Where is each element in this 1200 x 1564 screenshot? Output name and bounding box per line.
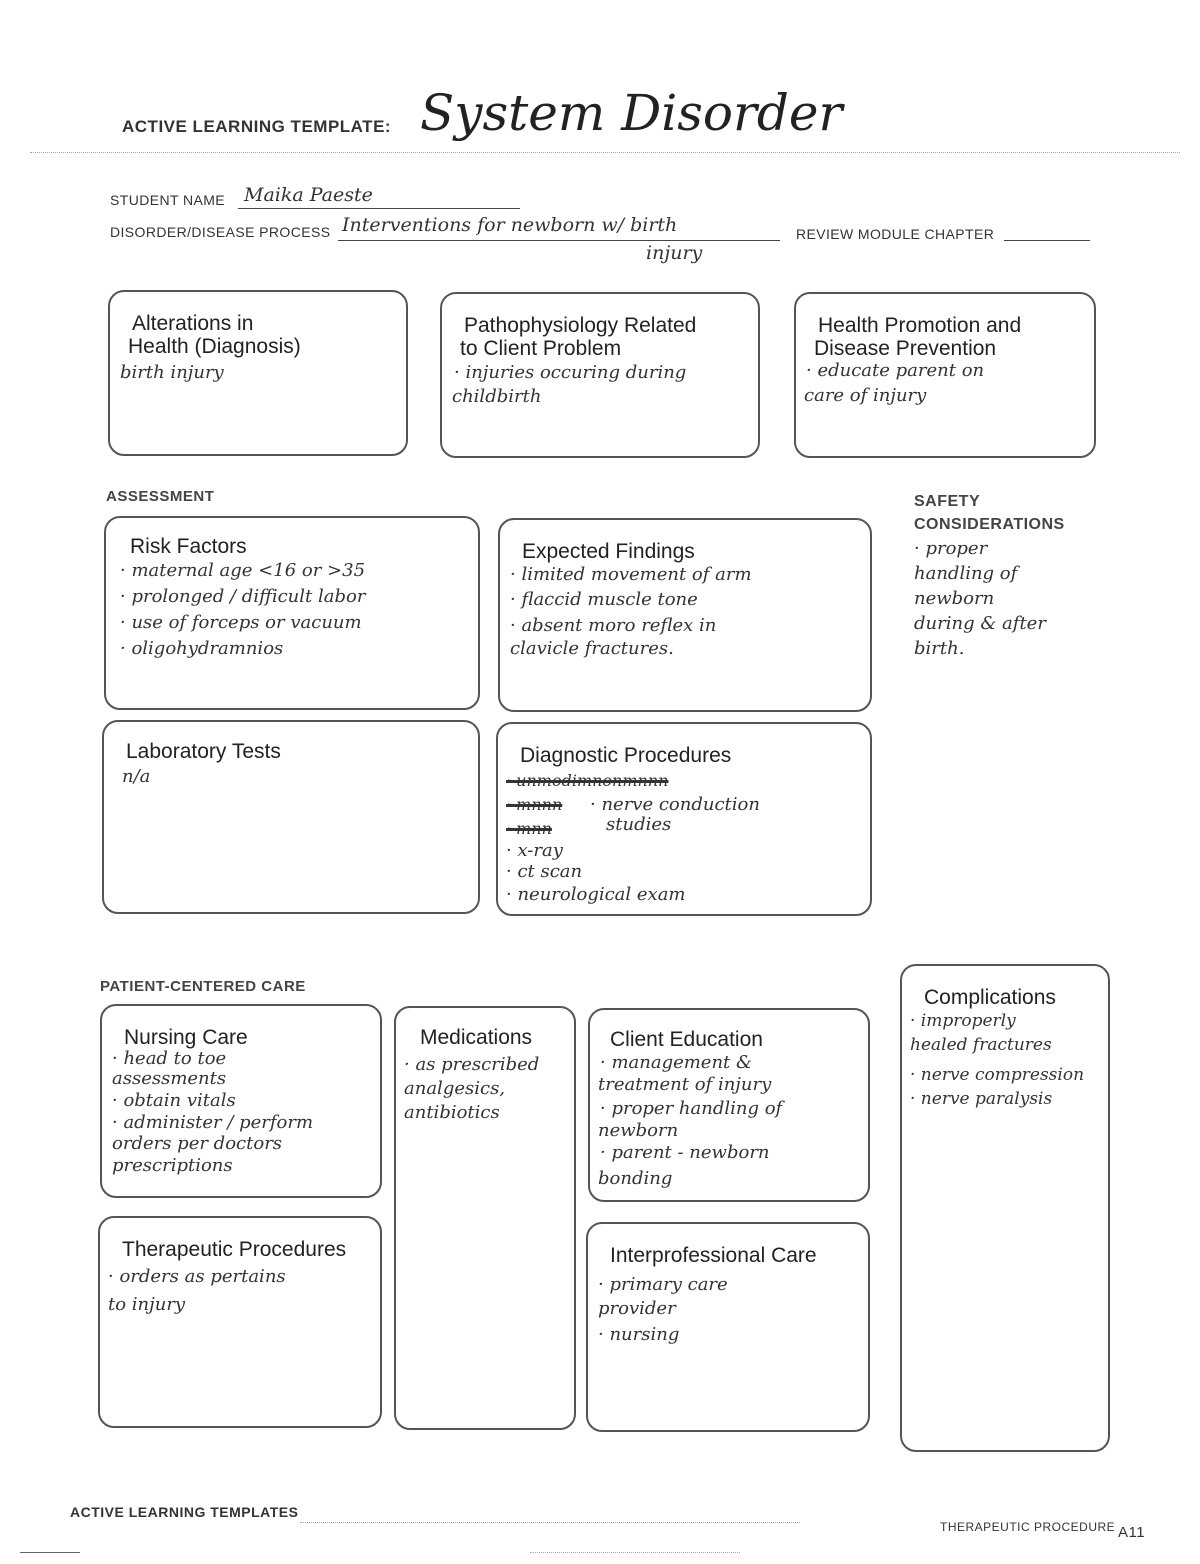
- expected-findings-line: · limited movement of arm: [510, 564, 752, 585]
- safety-section: [914, 490, 1114, 661]
- therapeutic-procedures-title: Therapeutic Procedures: [122, 1238, 347, 1261]
- client-education-line: treatment of injury: [598, 1074, 772, 1095]
- client-education-title: Client Education: [610, 1028, 763, 1051]
- medications-box[interactable]: [394, 1006, 576, 1430]
- footer-mark: [530, 1552, 740, 1553]
- alterations-title-1: Alterations in: [132, 312, 254, 335]
- pathophysiology-line: childbirth: [452, 386, 542, 407]
- student-name-line: [238, 208, 520, 209]
- complications-line: · nerve compression: [910, 1065, 1085, 1085]
- safety-line: newborn: [914, 588, 995, 609]
- risk-factors-line: · oligohydramnios: [120, 638, 284, 659]
- interprofessional-care-title: Interprofessional Care: [610, 1244, 817, 1267]
- page-number: A11: [1118, 1524, 1146, 1541]
- interprofessional-care-box[interactable]: [586, 1222, 870, 1432]
- nursing-care-line: · obtain vitals: [112, 1090, 236, 1111]
- risk-factors-box[interactable]: [104, 516, 480, 710]
- footer-mark: [20, 1552, 80, 1553]
- risk-factors-title: Risk Factors: [130, 535, 247, 558]
- complications-line: healed fractures: [910, 1035, 1052, 1055]
- safety-title-1: SAFETY: [914, 493, 981, 510]
- therapeutic-procedures-box[interactable]: [98, 1216, 382, 1428]
- pathophysiology-line: · injuries occuring during: [454, 362, 687, 383]
- pathophysiology-title-1: Pathophysiology Related: [464, 314, 697, 337]
- safety-title-2: CONSIDERATIONS: [914, 516, 1065, 533]
- safety-line: birth.: [914, 638, 965, 659]
- diagnostic-line: · ct scan: [506, 861, 583, 882]
- review-module-line[interactable]: [1004, 240, 1090, 241]
- alterations-box[interactable]: [108, 290, 408, 456]
- pathophysiology-box[interactable]: [440, 292, 760, 458]
- diagnostic-struck-line: · mnn: [506, 819, 552, 838]
- client-education-line: bonding: [598, 1168, 673, 1189]
- student-name-value[interactable]: Maika Paeste: [244, 184, 373, 206]
- footer-divider: [300, 1522, 800, 1523]
- expected-findings-line: · absent moro reflex in: [510, 615, 717, 636]
- lab-tests-box[interactable]: [102, 720, 480, 914]
- footer-right: THERAPEUTIC PROCEDURE: [940, 1520, 1116, 1534]
- health-promotion-box[interactable]: [794, 292, 1096, 458]
- template-label: ACTIVE LEARNING TEMPLATE:: [122, 117, 392, 136]
- diagnostic-procedures-title: Diagnostic Procedures: [520, 744, 732, 767]
- expected-findings-line: clavicle fractures.: [510, 638, 674, 659]
- expected-findings-box[interactable]: [498, 518, 872, 712]
- therapeutic-line: to injury: [108, 1294, 186, 1315]
- complications-box[interactable]: [900, 964, 1110, 1452]
- review-module-label: REVIEW MODULE CHAPTER: [796, 226, 995, 242]
- nursing-care-box[interactable]: [100, 1004, 382, 1198]
- client-education-box[interactable]: [588, 1008, 870, 1202]
- nursing-care-line: prescriptions: [112, 1155, 233, 1176]
- client-education-line: · parent - newborn: [600, 1142, 770, 1163]
- lab-tests-title: Laboratory Tests: [126, 740, 281, 763]
- complications-title: Complications: [924, 986, 1056, 1009]
- interprofessional-line: · nursing: [598, 1324, 680, 1345]
- nursing-care-line: · head to toe: [112, 1048, 227, 1069]
- disorder-label: DISORDER/DISEASE PROCESS: [110, 224, 331, 240]
- interprofessional-line: provider: [598, 1298, 676, 1319]
- pathophysiology-title-2: to Client Problem: [460, 337, 622, 360]
- health-promotion-line: · educate parent on: [806, 360, 985, 381]
- expected-findings-title: Expected Findings: [522, 540, 695, 563]
- diagnostic-struck-line: · unmodimnonmnnn: [506, 771, 669, 790]
- diagnostic-line: studies: [606, 814, 672, 835]
- disorder-value-line1[interactable]: Interventions for newborn w/ birth: [342, 214, 678, 236]
- interprofessional-line: · primary care: [598, 1274, 728, 1295]
- complications-line: · nerve paralysis: [910, 1089, 1053, 1109]
- diagnostic-line: · nerve conduction: [590, 794, 760, 815]
- page-title: System Disorder: [420, 84, 843, 142]
- diagnostic-procedures-box[interactable]: [496, 722, 872, 916]
- expected-findings-line: · flaccid muscle tone: [510, 589, 698, 610]
- nursing-care-title: Nursing Care: [124, 1026, 248, 1049]
- nursing-care-line: assessments: [112, 1068, 227, 1089]
- safety-line: during & after: [914, 613, 1046, 634]
- therapeutic-line: · orders as pertains: [108, 1266, 286, 1287]
- client-education-line: · management &: [600, 1052, 753, 1073]
- safety-line: · proper: [914, 538, 988, 559]
- health-promotion-title-1: Health Promotion and: [818, 314, 1022, 337]
- complications-line: · improperly: [910, 1011, 1016, 1031]
- health-promotion-title-2: Disease Prevention: [814, 337, 997, 360]
- footer-left: ACTIVE LEARNING TEMPLATES: [70, 1504, 299, 1520]
- medications-line: · as prescribed: [404, 1054, 540, 1075]
- header-divider: [30, 152, 1180, 153]
- risk-factors-line: · prolonged / difficult labor: [120, 586, 366, 607]
- student-name-label: STUDENT NAME: [110, 192, 225, 208]
- disorder-value-line2[interactable]: injury: [646, 242, 703, 264]
- health-promotion-line: care of injury: [804, 385, 927, 406]
- lab-tests-line: n/a: [122, 766, 151, 787]
- risk-factors-line: · use of forceps or vacuum: [120, 612, 362, 633]
- alterations-title-2: Health (Diagnosis): [128, 335, 301, 358]
- disorder-line: [338, 240, 780, 241]
- risk-factors-line: · maternal age <16 or >35: [120, 560, 366, 581]
- medications-title: Medications: [420, 1026, 533, 1049]
- alterations-line: birth injury: [120, 362, 224, 383]
- client-education-line: · proper handling of: [600, 1098, 783, 1119]
- assessment-heading: ASSESSMENT: [106, 488, 215, 505]
- diagnostic-line: · neurological exam: [506, 884, 686, 905]
- safety-line: handling of: [914, 563, 1018, 584]
- client-education-line: newborn: [598, 1120, 679, 1141]
- medications-line: analgesics,: [404, 1078, 506, 1099]
- medications-line: antibiotics: [404, 1102, 500, 1123]
- nursing-care-line: orders per doctors: [112, 1133, 283, 1154]
- diagnostic-line: · x-ray: [506, 840, 563, 861]
- nursing-care-line: · administer / perform: [112, 1112, 314, 1133]
- diagnostic-struck-line: · mnnn: [506, 795, 563, 814]
- patient-centered-heading: PATIENT-CENTERED CARE: [100, 978, 306, 995]
